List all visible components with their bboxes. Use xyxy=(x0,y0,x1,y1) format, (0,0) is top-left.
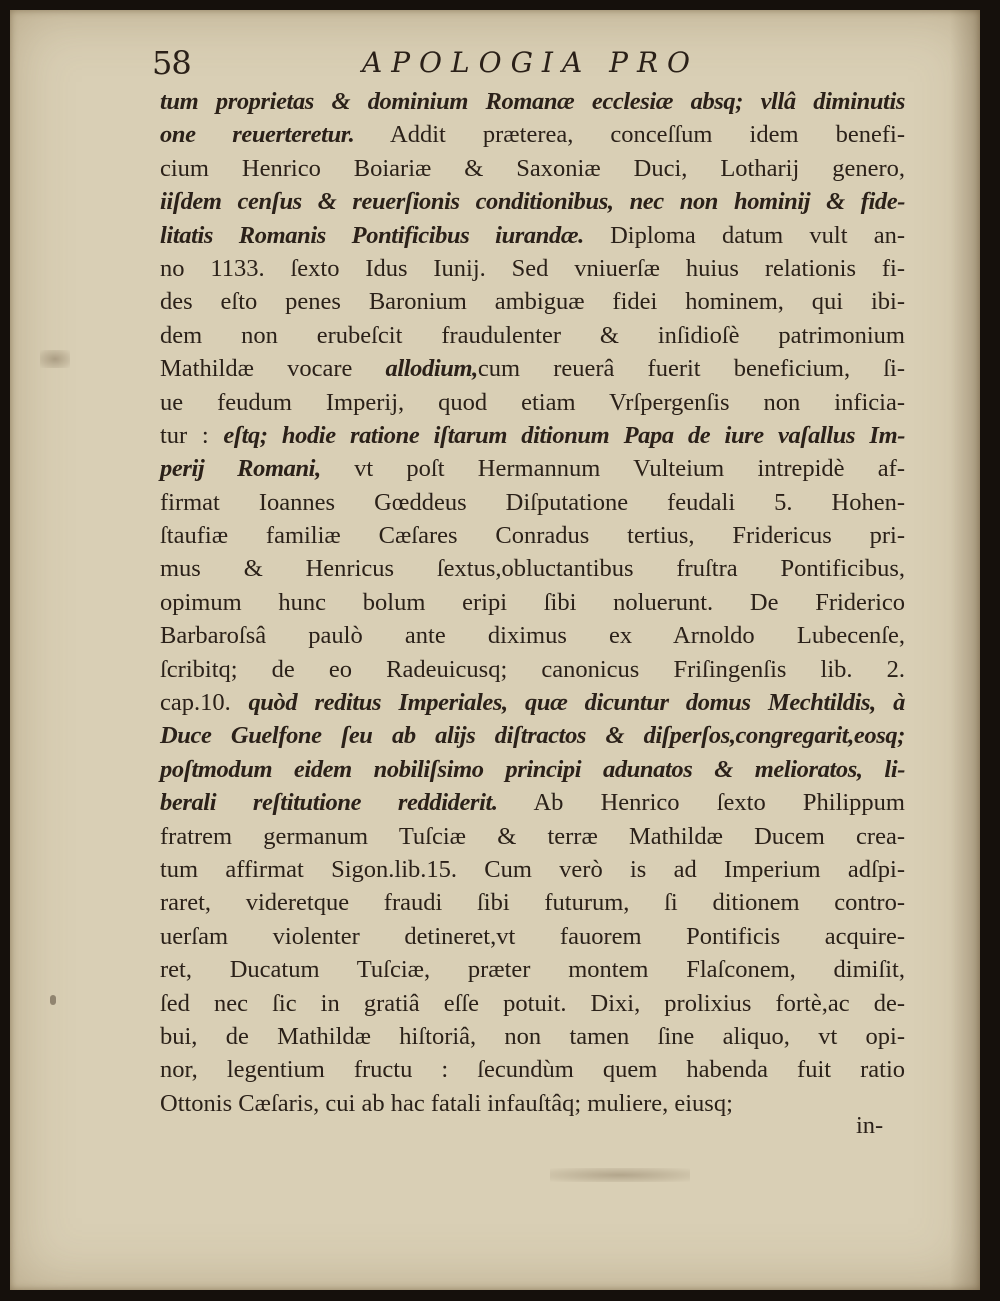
text-line xyxy=(160,586,905,619)
text-line xyxy=(160,452,905,485)
text-segment: Ottonis Cæſaris, cui ab hac fatali infauſtâq; muliere, eiusq; xyxy=(160,1089,733,1117)
text-segment: ſtaufiæ familiæ Cæſares Conradus tertius, Fridericus pri- xyxy=(160,522,905,550)
text-segment: Diploma datum vult an- xyxy=(583,221,905,249)
text-line xyxy=(160,519,905,552)
text-segment: tur : xyxy=(160,421,224,449)
text-segment: cap.10. xyxy=(160,689,249,717)
text-line xyxy=(160,619,905,652)
text-segment: Ab Henrico ſexto Philippum xyxy=(497,789,905,817)
italic-text-segment: tum proprietas & dominium Romanæ ecclesiæ absq; vllâ diminutis xyxy=(160,88,905,115)
text-line xyxy=(160,786,905,819)
text-line xyxy=(160,85,905,118)
text-line xyxy=(160,1020,905,1053)
italic-text-segment: berali reſtitutione reddiderit. xyxy=(160,789,498,817)
text-line xyxy=(160,719,905,752)
running-title: APOLOGIA PRO xyxy=(362,46,699,79)
text-segment: cium Henrico Boiariæ & Saxoniæ Duci, Lotharij genero, xyxy=(160,154,905,182)
italic-text-segment: one reuerteretur. xyxy=(160,121,355,149)
text-segment: uerſam violenter detineret,vt fauorem Pontificis acquire- xyxy=(160,922,905,950)
text-line xyxy=(160,987,905,1020)
text-line xyxy=(160,352,905,385)
text-segment: mus & Henricus ſextus,obluctantibus fruſtra Pontificibus, xyxy=(160,555,905,583)
text-segment: nor, legentium fructu : ſecundùm quem habenda fuit ratio xyxy=(160,1056,905,1084)
text-line xyxy=(160,1053,905,1086)
text-segment: Mathildæ vocare xyxy=(160,355,386,383)
bottom-smudge xyxy=(550,1168,690,1182)
italic-text-segment: Duce Guelfone ſeu ab alijs diſtractos & diſperſos,congregarit,eosq; xyxy=(160,722,905,750)
text-line xyxy=(160,285,905,318)
text-line xyxy=(160,419,905,452)
text-segment: ue feudum Imperij, quod etiam Vrſpergenſis non inficia- xyxy=(160,388,905,416)
margin-smudge xyxy=(40,350,70,368)
italic-text-segment: eſtq; hodie ratione iſtarum ditionum Papa de iure vaſallus Im- xyxy=(223,421,905,449)
text-line xyxy=(160,219,905,252)
text-segment: no 1133. ſexto Idus Iunij. Sed vniuerſæ huius relationis fi- xyxy=(160,254,905,282)
italic-text-segment: allodium, xyxy=(385,355,478,383)
text-line xyxy=(160,552,905,585)
text-line xyxy=(160,853,905,886)
text-segment: ſcribitq; de eo Radeuicusq; canonicus Friſingenſis lib. 2. xyxy=(160,655,905,683)
italic-text-segment: quòd reditus Imperiales, quæ dicuntur domus Mechtildis, à xyxy=(248,689,905,717)
text-line xyxy=(160,753,905,786)
text-line xyxy=(160,185,905,218)
text-line xyxy=(160,118,905,151)
text-segment: ret, Ducatum Tuſciæ, præter montem Flaſconem, dimiſit, xyxy=(160,956,905,984)
text-line xyxy=(160,820,905,853)
italic-text-segment: iiſdem cenſus & reuerſionis conditionibus, nec non hominij & fide- xyxy=(160,188,905,216)
page-header xyxy=(152,44,872,88)
text-line xyxy=(160,152,905,185)
page-number: 58 xyxy=(152,44,191,82)
text-segment: Barbaroſsâ paulò ante diximus ex Arnoldo Lubecenſe, xyxy=(160,622,905,650)
text-segment: vt poſt Hermannum Vulteium intrepidè af- xyxy=(320,455,905,483)
text-line xyxy=(160,953,905,986)
text-segment: firmat Ioannes Gœddeus Diſputatione feudali 5. Hohen- xyxy=(160,488,905,516)
margin-mark xyxy=(50,995,56,1005)
text-segment: cum reuerâ fuerit beneficium, ſi- xyxy=(477,355,906,383)
text-line xyxy=(160,252,905,285)
text-segment: Addit præterea, conceſſum idem benefi- xyxy=(354,121,905,149)
text-segment: opimum hunc bolum eripi ſibi noluerunt. De Friderico xyxy=(160,588,905,616)
text-segment: dem non erubeſcit fraudulenter & inſidioſè patrimonium xyxy=(160,321,905,349)
text-segment: bui, de Mathildæ hiſtoriâ, non tamen ſine aliquo, vt opi- xyxy=(160,1022,905,1050)
catchword: in- xyxy=(856,1112,884,1139)
text-line xyxy=(160,319,905,352)
text-line xyxy=(160,386,905,419)
italic-text-segment: litatis Romanis Pontificibus iurandæ. xyxy=(160,221,584,249)
text-segment: tum affirmat Sigon.lib.15. Cum verò is ad Imperium adſpi- xyxy=(160,855,905,883)
italic-text-segment: poſtmodum eidem nobiliſsimo principi adunatos & melioratos, li- xyxy=(160,755,905,783)
text-segment: fratrem germanum Tuſciæ & terræ Mathildæ Ducem crea- xyxy=(160,822,905,850)
body-text xyxy=(160,85,905,1120)
text-segment: ſed nec ſic in gratiâ eſſe potuit. Dixi, prolixius fortè,ac de- xyxy=(160,989,905,1017)
text-line xyxy=(160,1087,905,1120)
text-line xyxy=(160,920,905,953)
text-segment: des eſto penes Baronium ambiguæ fidei hominem, qui ibi- xyxy=(160,288,905,316)
text-line xyxy=(160,486,905,519)
text-line xyxy=(160,653,905,686)
text-line xyxy=(160,686,905,719)
text-line xyxy=(160,886,905,919)
italic-text-segment: perij Romani, xyxy=(160,455,321,483)
text-segment: raret, videretque fraudi ſibi futurum, ſi ditionem contro- xyxy=(160,889,905,917)
